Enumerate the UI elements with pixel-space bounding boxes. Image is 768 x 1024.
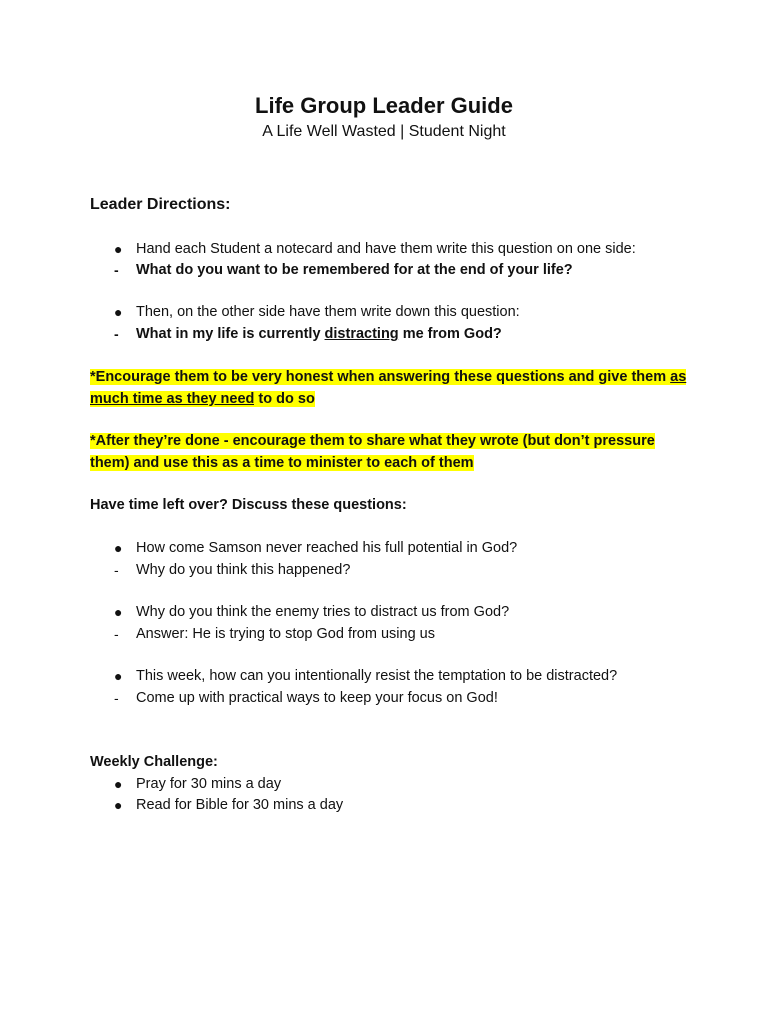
question-two-part: me from God?	[398, 326, 502, 342]
dash-marker: -	[114, 626, 119, 642]
highlight-note-share	[90, 430, 690, 474]
page-subtitle: A Life Well Wasted | Student Night	[262, 123, 506, 140]
bullet-marker: ●	[114, 604, 123, 620]
highlight-underlined: as	[670, 369, 687, 385]
question-one: What do you want to be remembered for at the end of your life?	[136, 262, 573, 278]
highlight-text: to do so	[254, 391, 315, 407]
list-item: Then, on the other side have them write down this question:	[136, 304, 520, 320]
discussion-followup: Come up with practical ways to keep your focus on God!	[136, 690, 498, 706]
question-two-underlined: distracting	[324, 326, 399, 342]
leader-directions-heading: Leader Directions:	[90, 196, 231, 213]
highlight-text: *Encourage them to be very honest when answering these questions and give them	[90, 369, 671, 385]
highlight-text: them) and use this as a time to minister to each of them	[90, 455, 474, 471]
question-two	[136, 324, 502, 344]
discussion-question: How come Samson never reached his full potential in God?	[136, 540, 518, 556]
question-two-part: What in my life is currently	[136, 326, 325, 342]
bullet-marker: ●	[114, 241, 123, 257]
bullet-marker: ●	[114, 797, 123, 813]
page-title: Life Group Leader Guide	[255, 93, 513, 118]
highlight-underlined: much time as they need	[90, 391, 255, 407]
challenge-item: Pray for 30 mins a day	[136, 776, 282, 792]
discussion-heading: Have time left over? Discuss these questions:	[90, 497, 407, 513]
dash-marker: -	[114, 562, 119, 578]
dash-marker: -	[114, 326, 119, 342]
bullet-marker: ●	[114, 776, 123, 792]
dash-marker: -	[114, 262, 119, 278]
discussion-question: This week, how can you intentionally resist the temptation to be distracted?	[136, 668, 618, 684]
challenge-item: Read for Bible for 30 mins a day	[136, 797, 344, 813]
discussion-question: Why do you think the enemy tries to distract us from God?	[136, 604, 510, 620]
highlight-note-encourage	[90, 366, 690, 410]
discussion-followup: Answer: He is trying to stop God from using us	[136, 626, 435, 642]
weekly-challenge-heading: Weekly Challenge:	[90, 754, 218, 770]
highlight-text: *After they’re done - encourage them to share what they wrote (but don’t pressure	[90, 433, 655, 449]
bullet-marker: ●	[114, 668, 123, 684]
dash-marker: -	[114, 690, 119, 706]
list-item: Hand each Student a notecard and have them write this question on one side:	[136, 241, 636, 257]
bullet-marker: ●	[114, 304, 123, 320]
discussion-followup: Why do you think this happened?	[136, 562, 351, 578]
bullet-marker: ●	[114, 540, 123, 556]
